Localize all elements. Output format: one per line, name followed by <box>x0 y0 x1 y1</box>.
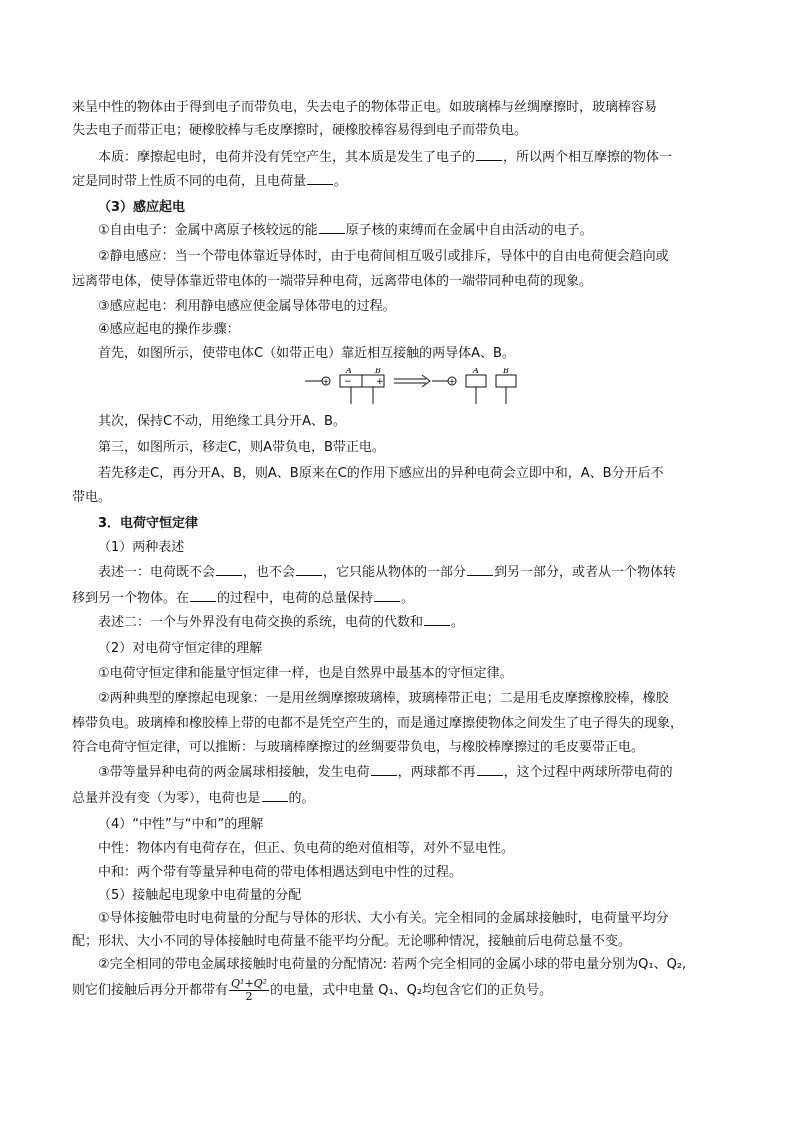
paragraph-line: 配；形状、大小不同的导体接触时电荷量不能平均分配。无论哪种情况，接触前后电荷总量不变。 <box>72 934 632 949</box>
svg-text:+: + <box>322 377 330 386</box>
text-fragment: ①自由电子：金属中离原子核较远的能 <box>98 223 318 238</box>
text-fragment: 。 <box>334 174 348 189</box>
paragraph-line: 棒带负电。玻璃棒和橡胶棒上带的电都不是凭空产生的，而是通过摩擦使物体之间发生了电子得失的现象， <box>72 716 684 731</box>
paragraph-line <box>98 563 676 583</box>
paragraph-line: 其次，保持C不动，用绝缘工具分开A、B。 <box>98 414 346 429</box>
text-fragment: 。 <box>451 615 465 630</box>
paragraph-line <box>72 978 552 1003</box>
text-fragment: ③带等量异种电荷的两金属球相接触，发生电荷 <box>98 765 370 780</box>
fill-blank <box>307 172 333 185</box>
paragraph-line <box>98 221 593 241</box>
paragraph-line: 符合电荷守恒定律，可以推断：与玻璃棒摩擦过的丝绸要带负电，与橡胶棒摩擦过的毛皮要带正电。 <box>72 740 645 755</box>
text-fragment: ，它只能从物体的一部分 <box>323 565 467 580</box>
fraction-denominator: 2 <box>245 990 253 1003</box>
conductors-separated <box>466 368 516 404</box>
paragraph-line: ④感应起电的操作步骤： <box>98 322 240 337</box>
fill-blank <box>467 563 493 576</box>
subsection-heading: （2）对电荷守恒定律的理解 <box>98 641 263 656</box>
text-fragment: 本质：摩擦起电时，电荷并没有凭空产生，其本质是发生了电子的 <box>98 150 476 165</box>
subsection-heading: （5）接触起电现象中电荷量的分配 <box>98 888 302 903</box>
fill-blank <box>262 789 288 802</box>
text-fragment: 到另一部分，或者从一个物体转 <box>494 565 677 580</box>
fill-blank <box>319 221 345 234</box>
arrow <box>394 375 430 387</box>
text-fragment: 总量并没有变（为零），电荷也是 <box>72 791 261 806</box>
minus-sign: − <box>344 377 352 387</box>
formula-fraction <box>229 978 269 1003</box>
fill-blank <box>296 563 322 576</box>
paragraph-line: 远离带电体，使导体靠近带电体的一端带异种电荷，远离带电体的一端带同种电荷的现象。 <box>72 274 593 289</box>
text-fragment: ，两球都不再 <box>397 765 476 780</box>
paragraph-line: ①导体接触带电时电荷量的分配与导体的形状、大小有关。完全相同的金属球接触时，电荷量平均分 <box>98 911 669 926</box>
fill-blank <box>190 589 216 602</box>
conductors-touching <box>340 368 384 404</box>
fill-blank <box>424 613 450 626</box>
text-fragment: 的。 <box>288 791 315 806</box>
label-a: A <box>473 368 479 375</box>
fill-blank <box>477 763 503 776</box>
text-fragment: 表述二：一个与外界没有电荷交换的系统，电荷的代数和 <box>98 615 424 630</box>
paragraph-line <box>72 589 414 609</box>
text-fragment: 则它们接触后再分开都带有 <box>72 983 229 998</box>
text-fragment: 原子核的束缚而在金属中自由活动的电子。 <box>345 223 593 238</box>
section-heading: 3．电荷守恒定律 <box>98 516 199 531</box>
paragraph-line: 若先移走C，再分开A、B，则A、B原来在C的作用下感应出的异种电荷会立即中和，A、B分开后不 <box>98 466 664 481</box>
paragraph-line: ①电荷守恒定律和能量守恒定律一样，也是自然界中最基本的守恒定律。 <box>98 666 513 681</box>
heading-text: （3）感应起电 <box>98 200 186 215</box>
fill-blank <box>476 148 502 161</box>
text-fragment: ，所以两个相互摩擦的物体一 <box>503 150 673 165</box>
paragraph-line: 带电。 <box>72 490 112 505</box>
paragraph-line: 中性：物体内有电荷存在，但正、负电荷的绝对值相等，对外不显电性。 <box>98 841 515 856</box>
paragraph-line: ②两种典型的摩擦起电现象：一是用丝绸摩擦玻璃棒，玻璃棒带正电；二是用毛皮摩擦橡胶棒，橡胶 <box>98 691 669 706</box>
induction-diagram <box>302 368 522 408</box>
paragraph-line: 来呈中性的物体由于得到电子而带负电，失去电子的物体带正电。如玻璃棒与丝绸摩擦时，玻璃棒容易 <box>72 100 658 115</box>
paragraph-line: ②完全相同的带电金属球接触时电荷量的分配情况: 若两个完全相同的金属小球的带电量分别为Q₁、Q₂, <box>98 957 687 972</box>
charged-body-c-left <box>305 377 330 386</box>
paragraph-line: 中和：两个带有等量异种电荷的带电体相遇达到电中性的过程。 <box>98 865 463 880</box>
section-heading <box>98 198 185 218</box>
fill-blank <box>216 563 242 576</box>
paragraph-line <box>98 613 464 633</box>
label-b: B <box>375 368 381 375</box>
label-b: B <box>503 368 509 375</box>
paragraph-line <box>98 763 673 783</box>
charged-body-c-right <box>432 377 456 386</box>
fraction-numerator: Q¹+Q² <box>231 977 268 990</box>
fill-blank <box>371 763 397 776</box>
paragraph-line: ③感应起电：利用静电感应使金属导体带电的过程。 <box>98 299 396 314</box>
paragraph-line <box>72 172 347 192</box>
paragraph-line: ②静电感应：当一个带电体靠近导体时，由于电荷间相互吸引或排斥，导体中的自由电荷便会趋向或 <box>98 249 669 264</box>
subsection-heading: （1）两种表述 <box>98 540 185 555</box>
paragraph-line <box>98 148 672 168</box>
text-fragment: 的电量，式中电量 Q₁、Q₂均包含它们的正负号。 <box>270 983 553 998</box>
paragraph-line: 第三，如图所示，移走C，则A带负电，B带正电。 <box>98 440 385 455</box>
text-fragment: ，也不会 <box>243 565 296 580</box>
text-fragment: 表述一：电荷既不会 <box>98 565 216 580</box>
text-fragment: 移到另一个物体。在 <box>72 591 190 606</box>
text-fragment: 的过程中，电荷的总量保持 <box>217 591 374 606</box>
svg-text:+: + <box>448 377 456 386</box>
text-fragment: 定是同时带上性质不同的电荷，且电荷量 <box>72 174 307 189</box>
paragraph-line: 失去电子而带正电；硬橡胶棒与毛皮摩擦时，硬橡胶棒容易得到电子而带负电。 <box>72 123 528 138</box>
text-fragment: 。 <box>401 591 415 606</box>
label-a: A <box>346 368 352 375</box>
subsection-heading: （4）“中性”与“中和”的理解 <box>98 817 264 832</box>
paragraph-line: 首先，如图所示，使带电体C（如带正电）靠近相互接触的两导体A、B。 <box>98 346 515 361</box>
fill-blank <box>374 589 400 602</box>
text-fragment: ，这个过程中两球所带电荷的 <box>503 765 673 780</box>
plus-sign: + <box>376 377 384 387</box>
paragraph-line <box>72 789 315 809</box>
